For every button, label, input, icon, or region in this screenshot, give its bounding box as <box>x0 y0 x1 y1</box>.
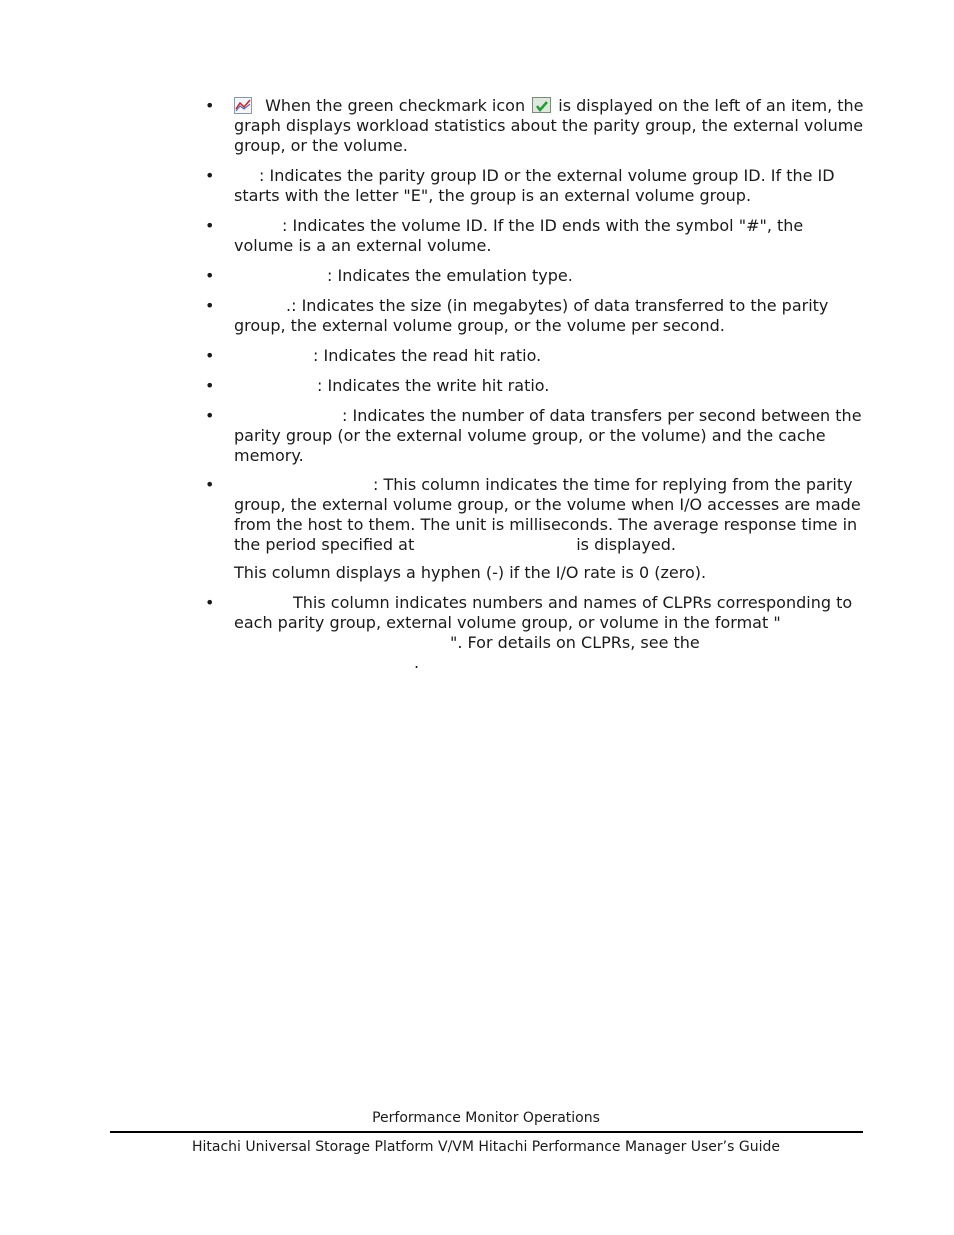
footer-divider <box>110 1131 863 1133</box>
bullet-marker: • <box>205 593 215 612</box>
volume-id-description: : Indicates the volume ID. If the ID ends with the symbol "#", the volume is a an external volume. <box>234 216 804 255</box>
footer-section-title: Performance Monitor Operations <box>372 1110 600 1126</box>
bullet-marker: • <box>205 296 215 315</box>
graph-description-b: is displayed on the left of an item, the graph displays workload statistics about the parity group, the external volume group, or the volume. <box>234 96 864 155</box>
bullet-item-data-transfers <box>234 406 864 466</box>
clpr-description-b: ". For details on CLPRs, see the <box>450 633 700 652</box>
emulation-description: : Indicates the emulation type. <box>327 266 573 285</box>
bullet-marker: • <box>205 166 215 185</box>
bullet-marker: • <box>205 216 215 235</box>
clpr-description-c: . <box>414 653 420 672</box>
bullet-item-read-hit <box>234 346 864 366</box>
bullet-item-group-id <box>234 166 864 206</box>
transfer-size-description: .: Indicates the size (in megabytes) of data transferred to the parity group, the external volume group, or the volume per second. <box>234 296 829 335</box>
bullet-marker: • <box>205 266 215 285</box>
bullet-item-emulation <box>234 266 864 286</box>
bullet-item-clpr <box>234 593 864 673</box>
io-rate-note: This column displays a hyphen (-) if the I/O rate is 0 (zero). <box>234 563 707 582</box>
bullet-item-response-time <box>234 475 864 555</box>
footer-guide-title: Hitachi Universal Storage Platform V/VM Hitachi Performance Manager User’s Guide <box>192 1139 780 1155</box>
bullet-item-transfer-size <box>234 296 864 336</box>
data-transfers-description: : Indicates the number of data transfers per second between the parity group (or the external volume group, or the volume) and the cache memory. <box>234 406 862 465</box>
bullet-marker: • <box>205 475 215 494</box>
bullet-item-write-hit <box>234 376 864 396</box>
graph-icon <box>234 97 252 114</box>
bullet-marker: • <box>205 406 215 425</box>
response-time-description-b: is displayed. <box>576 535 676 554</box>
graph-description-a: When the green checkmark icon <box>260 96 531 115</box>
read-hit-description: : Indicates the read hit ratio. <box>313 346 542 365</box>
write-hit-description: : Indicates the write hit ratio. <box>317 376 550 395</box>
response-time-description-a: : This column indicates the time for replying from the parity group, the external volume group, or the volume when I/O accesses are made from the host to them. The unit is milliseconds. The average response time in the period specified at <box>234 475 861 554</box>
bullet-marker: • <box>205 376 215 395</box>
bullet-item-graph <box>234 96 864 156</box>
bullet-item-volume-id <box>234 216 864 256</box>
bullet-marker: • <box>205 346 215 365</box>
checkmark-icon <box>532 97 551 113</box>
group-id-description: : Indicates the parity group ID or the external volume group ID. If the ID starts with the letter "E", the group is an external volume group. <box>234 166 835 205</box>
bullet-marker: • <box>205 96 215 115</box>
clpr-description-a: This column indicates numbers and names of CLPRs corresponding to each parity group, external volume group, or volume in the format " <box>234 593 853 632</box>
